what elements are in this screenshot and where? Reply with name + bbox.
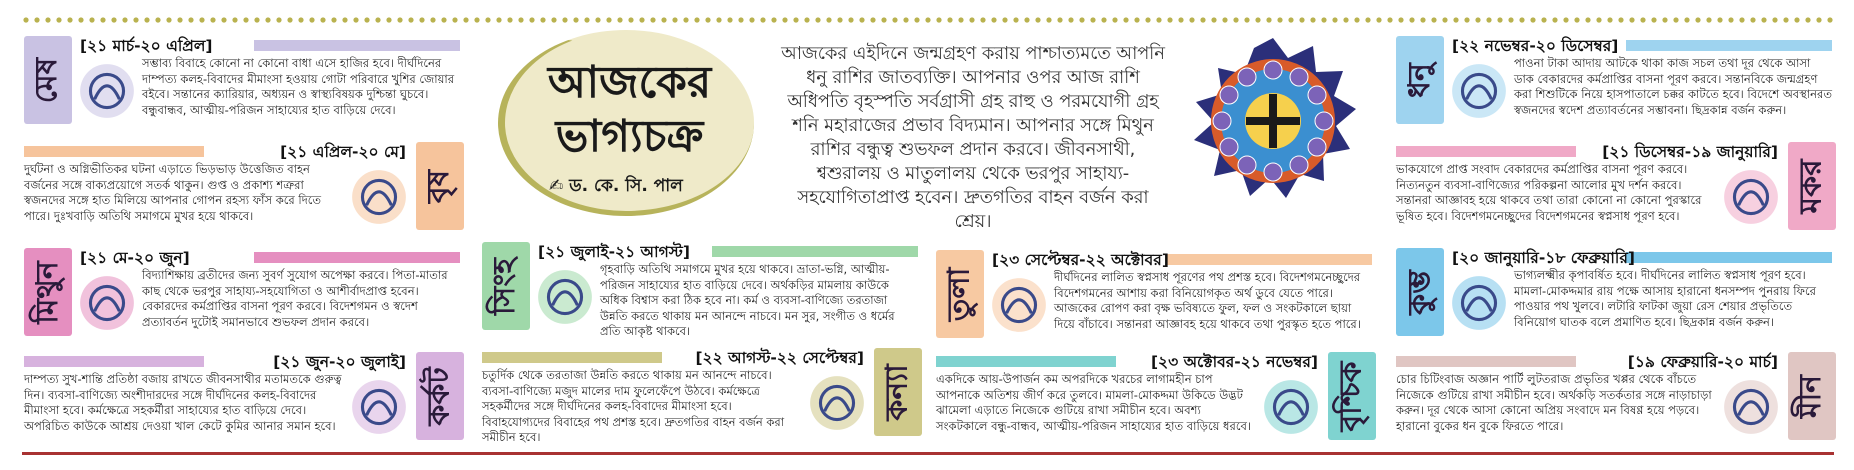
border-dot xyxy=(749,17,754,22)
sign-forecast-text: গৃহবাড়ি অতিথি সমাগমে মুখর হয়ে থাকবে। ভ্রাতা-ভগ্নি, আত্মীয়-পরিজন সাহায্যের হাত বাড়িয়ে দেবে। অর্থকড়ির মামলায় কাউকে অধিক বিশ্বাস করা ঠিক হবে না। কর্ম ও ব্যবসা-বাণিজ্যে তরতাজা উন্নতি করতে থাকায় মন আনন্দে নাচবে। মন সুর, সংগীত ও ধর্মের প্রতি আকৃষ্ট থাকবে। xyxy=(600,262,895,338)
border-dot xyxy=(1354,17,1359,22)
border-dot xyxy=(1431,17,1436,22)
border-dot xyxy=(936,17,941,22)
border-dot xyxy=(100,17,105,22)
author-byline xyxy=(549,173,683,201)
border-dot xyxy=(67,17,72,22)
border-dot xyxy=(386,17,391,22)
border-dot xyxy=(287,17,292,22)
sign-forecast-text: চতুর্দিক থেকে তরতাজা উন্নতি করতে থাকায় মন আনন্দে নাচবে। ব্যবসা-বাণিজ্যে মজুদ মালের দাম ফুলেফেঁপে উঠবে। কর্মক্ষেত্রে সহকর্মীদের সঙ্গে দীর্ঘদিনের কলহ-বিবাদের মীমাংসা হবে। বিবাহযোগ্যদের বিবাহের পথ প্রশস্ত হবে। দ্রুতগতির বাহন বর্জন করা সমীচীন হবে। xyxy=(482,368,785,444)
sign-name-tab xyxy=(1396,248,1444,336)
sign-date-range: [২২ আগস্ট-২২ সেপ্টেম্বর] xyxy=(695,349,864,367)
border-dot xyxy=(441,17,446,22)
sign-forecast-text: পাওনা টাকা আদায় আটকে থাকা কাজ সচল তথা দূর থেকে আসা ডাক বেকারদের কর্মপ্রাপ্তির বাসনা পূরণ করবে। সন্তানবিকে জন্মগ্রহণ করা শিশুটিকে নিয়ে হাসপাতালে চক্কর কাটতে হবে। বিদেশে অবস্থানরত স্বজনদের স্বদেশ প্রত্যাবর্তনের সম্ভাবনা। ছিদ্রকান্ন বর্জন করুন। xyxy=(1514,56,1832,117)
border-dot xyxy=(529,17,534,22)
sign-date-range: [২২ নভেম্বর-২০ ডিসেম্বর] xyxy=(1452,37,1619,55)
border-dot xyxy=(166,17,171,22)
scorpio-icon xyxy=(1260,376,1322,438)
border-dot xyxy=(243,17,248,22)
border-dot xyxy=(1728,17,1733,22)
sign-name: বৃষ xyxy=(421,169,457,203)
sign-date-range: [২১ ডিসেম্বর-১৯ জানুয়ারি] xyxy=(1602,143,1778,161)
sign-name: কন্যা xyxy=(879,363,915,421)
sign-date-range: [২০ জানুয়ারি-১৮ ফেব্রুয়ারি] xyxy=(1452,249,1635,267)
border-dot xyxy=(540,17,545,22)
border-dot xyxy=(1816,17,1821,22)
border-dot xyxy=(254,17,259,22)
border-dot xyxy=(815,17,820,22)
border-dot xyxy=(1211,17,1216,22)
border-dot xyxy=(1035,17,1040,22)
border-dot xyxy=(1002,17,1007,22)
sign-name-tab xyxy=(416,352,464,440)
sagittarius-icon xyxy=(1448,60,1510,122)
border-dot xyxy=(221,17,226,22)
sign-forecast-text: সম্ভাব্য বিবাহে কোনো না কোনো বাধা এসে হাজির হবে। দীর্ঘদিনের দাম্পত্য কলহ-বিবাদের মীমাংসা হওয়ায় গোটা পরিবারে খুশির জোয়ার বইবে। সন্তানের ক্যারিয়ার, অধ্যয়ন ও স্বাস্থ্যবিষয়ক দুশ্চিন্তা ঘুচবে। বন্ধুবান্ধব, আত্মীয়-পরিজন সাহায্যের হাত বাড়িয়ে দেবে। xyxy=(142,56,455,117)
border-dot xyxy=(1805,17,1810,22)
border-dot xyxy=(1310,17,1315,22)
border-dot xyxy=(782,17,787,22)
border-dot xyxy=(760,17,765,22)
intro-paragraph: আজকের এইদিনে জন্মগ্রহণ করায় পাশ্চাত্যমতে আপনি ধনু রাশির জাতব্যক্তি। আপনার ওপর আজ রাশি অধিপতি বৃহস্পতি সর্বগ্রাসী গ্রহ রাহু ও পরমযোগী গ্রহ শনি মহারাজের প্রভাব বিদ্যমান। আপনার সঙ্গে মিথুন রাশির বন্ধুত্ব শুভফল প্রদান করবে। জীবনসাথী, শ্বশুরালয় ও মাতুলালয় থেকে ভরপুর সাহায্য-সহযোগিতাপ্রাপ্ত হবেন। দ্রুতগতির বাহন বর্জন করা শ্রেয়। xyxy=(781,43,1165,232)
pen-icon: ✍ xyxy=(549,176,570,196)
border-dot xyxy=(1266,17,1271,22)
border-dot xyxy=(1189,17,1194,22)
border-dot xyxy=(903,17,908,22)
border-dot xyxy=(1552,17,1557,22)
border-dot xyxy=(364,17,369,22)
border-dot xyxy=(155,17,160,22)
border-dot xyxy=(870,17,875,22)
border-dot xyxy=(265,17,270,22)
border-dot xyxy=(474,17,479,22)
sign-name: ধনু xyxy=(1401,62,1437,98)
border-dot xyxy=(1178,17,1183,22)
border-dot xyxy=(56,17,61,22)
border-dot xyxy=(1101,17,1106,22)
border-dot xyxy=(694,17,699,22)
border-dot xyxy=(969,17,974,22)
sign-name-tab xyxy=(936,250,984,338)
border-dot xyxy=(826,17,831,22)
sign-forecast-text: দীর্ঘদিনের লালিত স্বপ্নসাধ পূরণের পথ প্রশস্ত হবে। বিদেশগমনেচ্ছুদের বিদেশগমনের আশায় করা বিনিয়োগকৃত অর্থ ডুবে যেতে পারে। আজকের রোপণ করা বৃক্ষ ভবিষ্যতে ফুল, ফল ও সংকটকালে ছায়া দিয়ে বাঁচাবে। সন্তানরা আজ্ঞাবহ হয়ে থাকবে তথা পুরস্কৃত হতে পারে। xyxy=(1054,270,1361,331)
sign-card xyxy=(24,34,464,154)
border-dot xyxy=(496,17,501,22)
border-dot xyxy=(1090,17,1095,22)
border-dot xyxy=(914,17,919,22)
border-dot xyxy=(1750,17,1755,22)
sign-color-bar xyxy=(24,146,204,157)
sign-color-bar xyxy=(1396,146,1576,157)
border-dot xyxy=(518,17,523,22)
sign-color-bar xyxy=(482,352,662,363)
sign-card xyxy=(1396,140,1836,260)
border-dot xyxy=(562,17,567,22)
border-dot xyxy=(188,17,193,22)
border-dot xyxy=(1662,17,1667,22)
border-dot xyxy=(661,17,666,22)
border-dot xyxy=(551,17,556,22)
border-dot xyxy=(1167,17,1172,22)
border-dot xyxy=(276,17,281,22)
border-dot xyxy=(1200,17,1205,22)
border-dot xyxy=(804,17,809,22)
border-dot xyxy=(1486,17,1491,22)
sign-forecast-text: দাম্পত্য সুখ-শান্তি প্রতিষ্ঠা বজায় রাখতে জীবনসাথীর মতামতকে গুরুত্ব দিন। ব্যবসা-বাণিজ্যে অংশীদারদের সঙ্গে দীর্ঘদিনের কলহ-বিবাদের মীমাংসা হবে। কর্মক্ষেত্রে সহকর্মীরা সাহায্যের হাত বাড়িয়ে দেবে। অপরিচিত কাউকে আশ্রয় দেওয়া খাল কেটে কুমির আনার সমান হবে। xyxy=(24,372,342,433)
cancer-icon xyxy=(348,376,410,438)
sign-card xyxy=(482,240,922,360)
border-dot xyxy=(1409,17,1414,22)
border-dot xyxy=(111,17,116,22)
border-dot xyxy=(1420,17,1425,22)
border-dot xyxy=(1684,17,1689,22)
sign-forecast-text: দুর্ঘটনা ও অগ্নিভীতিকর ঘটনা এড়াতে ভিড়ভাড় উত্তেজিত বাহন বর্জনের সঙ্গে বাক্যপ্রয়োগে সতর্ক থাকুন। গুপ্ত ও প্রকাশ্য শত্রুরা স্বজনদের সঙ্গে হাত মিলিয়ে আপনার গোপন রহস্য ফাঁস করে দিতে পারে। দুঃখবাড়ি অতিথি সমাগমে মুখর হয়ে থাকবে। xyxy=(24,162,321,223)
taurus-icon xyxy=(348,166,410,228)
dotted-top-border xyxy=(22,16,1834,24)
border-dot xyxy=(606,17,611,22)
border-dot xyxy=(419,17,424,22)
sign-name-tab xyxy=(1788,352,1836,440)
border-dot xyxy=(430,17,435,22)
border-dot xyxy=(133,17,138,22)
border-dot xyxy=(1717,17,1722,22)
border-dot xyxy=(1024,17,1029,22)
border-dot xyxy=(232,17,237,22)
border-dot xyxy=(947,17,952,22)
border-dot xyxy=(1365,17,1370,22)
border-dot xyxy=(1585,17,1590,22)
author-name: ড. কে. সি. পাল xyxy=(569,176,683,196)
border-dot xyxy=(595,17,600,22)
border-dot xyxy=(1596,17,1601,22)
border-dot xyxy=(738,17,743,22)
sign-color-bar xyxy=(1626,40,1832,51)
sign-name-tab xyxy=(1396,36,1444,124)
border-dot xyxy=(793,17,798,22)
page-title-line2: ভাগ্যচক্র xyxy=(555,111,704,162)
border-dot xyxy=(507,17,512,22)
border-dot xyxy=(353,17,358,22)
capricorn-icon xyxy=(1720,166,1782,228)
bottom-rule xyxy=(22,452,1834,455)
sign-card xyxy=(24,140,464,260)
border-dot xyxy=(1739,17,1744,22)
sign-color-bar xyxy=(254,252,460,263)
sign-name: বৃশ্চিক xyxy=(1333,360,1369,432)
sign-date-range: [২১ মার্চ-২০ এপ্রিল] xyxy=(80,37,213,55)
border-dot xyxy=(848,17,853,22)
border-dot xyxy=(1530,17,1535,22)
sign-name-tab xyxy=(1328,352,1376,440)
sign-date-range: [১৯ ফেব্রুয়ারি-২০ মার্চ] xyxy=(1627,353,1778,371)
sign-color-bar xyxy=(936,356,1116,367)
border-dot xyxy=(1013,17,1018,22)
sign-name: মিথুন xyxy=(29,260,65,324)
border-dot xyxy=(320,17,325,22)
sign-name-tab xyxy=(874,348,922,436)
border-dot xyxy=(45,17,50,22)
border-dot xyxy=(1464,17,1469,22)
page-title-line1: আজকের xyxy=(547,57,712,108)
border-dot xyxy=(1321,17,1326,22)
border-dot xyxy=(331,17,336,22)
border-dot xyxy=(1244,17,1249,22)
sign-card xyxy=(482,346,922,466)
border-dot xyxy=(1541,17,1546,22)
border-dot xyxy=(980,17,985,22)
border-dot xyxy=(1563,17,1568,22)
border-dot xyxy=(1827,17,1832,22)
border-dot xyxy=(122,17,127,22)
leo-icon xyxy=(534,266,596,328)
border-dot xyxy=(89,17,94,22)
border-dot xyxy=(881,17,886,22)
border-dot xyxy=(1387,17,1392,22)
border-dot xyxy=(210,17,215,22)
border-dot xyxy=(1640,17,1645,22)
sign-date-range: [২১ জুলাই-২১ আগস্ট] xyxy=(538,243,690,261)
border-dot xyxy=(1695,17,1700,22)
border-dot xyxy=(78,17,83,22)
border-dot xyxy=(1453,17,1458,22)
border-dot xyxy=(1156,17,1161,22)
border-dot xyxy=(397,17,402,22)
border-dot xyxy=(298,17,303,22)
border-dot xyxy=(727,17,732,22)
sign-name-tab xyxy=(1788,142,1836,230)
sign-date-range: [২১ এপ্রিল-২০ মে] xyxy=(280,143,406,161)
border-dot xyxy=(1233,17,1238,22)
sign-forecast-text: বিদ্যাশিক্ষায় ব্রতীদের জন্য সুবর্ণ সুযোগ অপেক্ষা করবে। পিতা-মাতার কাছ থেকে ভরপুর সাহায্য-সহযোগিতা ও আশীর্বাদপ্রাপ্ত হবেন। বেকারদের কর্মপ্রাপ্তির বাসনা পূরণ করবে। বিদেশগমন ও স্বদেশ প্রত্যাবর্তন দুটোই সমানভাবে শুভফল প্রদান করবে। xyxy=(142,268,448,329)
sign-date-range: [২১ মে-২০ জুন] xyxy=(80,249,190,267)
sign-forecast-text: ভাগ্যলক্ষ্মীর কৃপাবর্ষিত হবে। দীর্ঘদিনের লালিত স্বপ্নসাধ পূরণ হবে। মামলা-মোকদ্দমার রায় পক্ষে আসায় হারানো ধনসম্পদ পুনরায় ফিরে পাওয়ার পথ খুলবে। লটারি ফাটকা জুয়া রেস শেয়ার প্রভৃতিতে বিনিয়োগ ঘাতক বলে প্রমাণিত হবে। ছিদ্রকান্ন বর্জন করুন। xyxy=(1514,268,1816,329)
border-dot xyxy=(1519,17,1524,22)
border-dot xyxy=(584,17,589,22)
border-dot xyxy=(1651,17,1656,22)
border-dot xyxy=(1332,17,1337,22)
aries-icon xyxy=(76,60,138,122)
border-dot xyxy=(375,17,380,22)
sign-forecast-text: চোর চিটিংবাজ অজ্ঞান পার্টি লুটতরাজ প্রভৃতির খপ্পর থেকে বাঁচতে নিজেকে গুটিয়ে রাখা সমীচীন হবে। অর্থকড়ি সতর্কতার সঙ্গে নাড়াচাড়া করুন। দূর থেকে আসা কোনো অপ্রিয় সংবাদে মন বিষণ্ণ হয়ে পড়বে। হারানো বুকের ধন বুকে ফিরতে পারে। xyxy=(1396,372,1712,433)
sign-color-bar xyxy=(712,246,918,257)
border-dot xyxy=(463,17,468,22)
border-dot xyxy=(1794,17,1799,22)
sign-name: তুলা xyxy=(941,267,977,321)
border-dot xyxy=(716,17,721,22)
border-dot xyxy=(1706,17,1711,22)
border-dot xyxy=(177,17,182,22)
sign-name: মকর xyxy=(1793,158,1829,214)
border-dot xyxy=(859,17,864,22)
border-dot xyxy=(1673,17,1678,22)
border-dot xyxy=(672,17,677,22)
border-dot xyxy=(23,17,28,22)
sign-date-range: [২৩ সেপ্টেম্বর-২২ অক্টোবর] xyxy=(992,251,1169,269)
border-dot xyxy=(1123,17,1128,22)
border-dot xyxy=(837,17,842,22)
border-dot xyxy=(1079,17,1084,22)
border-dot xyxy=(199,17,204,22)
border-dot xyxy=(1761,17,1766,22)
libra-icon xyxy=(988,274,1050,336)
sign-color-bar xyxy=(1626,252,1832,263)
border-dot xyxy=(1442,17,1447,22)
border-dot xyxy=(1574,17,1579,22)
border-dot xyxy=(452,17,457,22)
sign-name-tab xyxy=(24,36,72,124)
gemini-icon xyxy=(76,272,138,334)
sign-name-tab xyxy=(416,142,464,230)
border-dot xyxy=(650,17,655,22)
border-dot xyxy=(1607,17,1612,22)
virgo-icon xyxy=(806,372,868,434)
border-dot xyxy=(1068,17,1073,22)
sign-name: কুম্ভ xyxy=(1401,269,1437,315)
sign-card xyxy=(1396,246,1836,366)
sign-card xyxy=(24,246,464,366)
border-dot xyxy=(925,17,930,22)
border-dot xyxy=(705,17,710,22)
border-dot xyxy=(958,17,963,22)
border-dot xyxy=(1255,17,1260,22)
sign-forecast-text: ভাকযোগে প্রাপ্ত সংবাদ বেকারদের কর্মপ্রাপ্তির বাসনা পূরণ করবে। নিত্যনতুন ব্যবসা-বাণিজ্যের পরিকল্পনা আলোর মুখ দর্শন করবে। সন্তানরা আজ্ঞাবহ হয়ে থাকবে তথা তারা কোনো না কোনো পুরস্কারে ভূষিত হবে। বিদেশগমনেচ্ছুদের বিদেশগমনের স্বপ্নসাধ পূরণ হবে। xyxy=(1396,162,1702,223)
border-dot xyxy=(342,17,347,22)
sign-color-bar xyxy=(254,40,460,51)
sign-name-tab xyxy=(24,248,72,336)
sign-name: মেষ xyxy=(29,57,65,103)
sign-name-tab xyxy=(482,242,530,330)
border-dot xyxy=(1497,17,1502,22)
border-dot xyxy=(309,17,314,22)
border-dot xyxy=(1145,17,1150,22)
border-dot xyxy=(1398,17,1403,22)
border-dot xyxy=(1783,17,1788,22)
border-dot xyxy=(1376,17,1381,22)
sign-name: মীন xyxy=(1793,374,1829,418)
pisces-icon xyxy=(1720,376,1782,438)
sign-name: সিংহ xyxy=(487,257,523,315)
border-dot xyxy=(892,17,897,22)
border-dot xyxy=(408,17,413,22)
border-dot xyxy=(617,17,622,22)
border-dot xyxy=(485,17,490,22)
title-badge xyxy=(498,30,754,216)
border-dot xyxy=(1343,17,1348,22)
border-dot xyxy=(991,17,996,22)
border-dot xyxy=(1134,17,1139,22)
border-dot xyxy=(771,17,776,22)
zodiac-wheel-image xyxy=(1188,36,1358,206)
border-dot xyxy=(34,17,39,22)
sign-color-bar xyxy=(24,356,204,367)
border-dot xyxy=(1618,17,1623,22)
border-dot xyxy=(573,17,578,22)
sign-forecast-text: একদিকে আয়-উপার্জন কম অপরদিকে খরচের লাগামহীন চাপ আপনাকে অতিশয় জীর্ণ করে তুলবে। মামলা-মোকদ্দমা উকিডে উদ্ভট ঝামেলা এড়াতে নিজেকে গুটিয়ে রাখা সমীচীন হবে। অবশ্য সংকটকালে বন্ধু-বান্ধব, আত্মীয়-পরিজন সাহায্যের হাত বাড়িয়ে ধরবে। xyxy=(936,372,1251,433)
aquarius-icon xyxy=(1448,272,1510,334)
sign-color-bar xyxy=(1396,356,1576,367)
border-dot xyxy=(1046,17,1051,22)
border-dot xyxy=(1772,17,1777,22)
border-dot xyxy=(628,17,633,22)
border-dot xyxy=(1112,17,1117,22)
sign-card xyxy=(1396,34,1836,154)
sign-name: কর্কট xyxy=(421,366,457,426)
sign-color-bar xyxy=(1166,254,1372,265)
border-dot xyxy=(1288,17,1293,22)
border-dot xyxy=(639,17,644,22)
border-dot xyxy=(1508,17,1513,22)
border-dot xyxy=(683,17,688,22)
border-dot xyxy=(1057,17,1062,22)
border-dot xyxy=(1629,17,1634,22)
border-dot xyxy=(144,17,149,22)
sign-date-range: [২১ জুন-২০ জুলাই] xyxy=(273,353,406,371)
border-dot xyxy=(1475,17,1480,22)
border-dot xyxy=(1299,17,1304,22)
border-dot xyxy=(1277,17,1282,22)
sign-date-range: [২৩ অক্টোবর-২১ নভেম্বর] xyxy=(1150,353,1318,371)
border-dot xyxy=(1222,17,1227,22)
